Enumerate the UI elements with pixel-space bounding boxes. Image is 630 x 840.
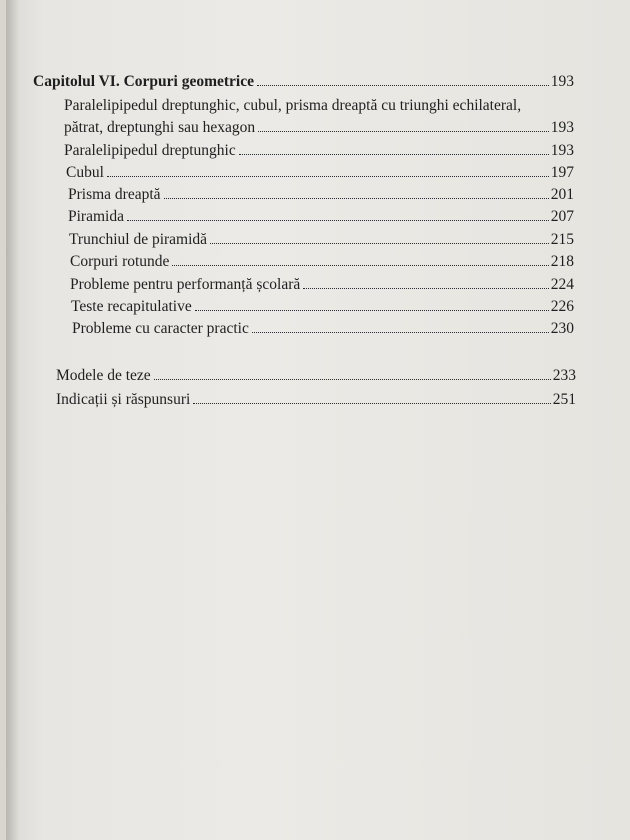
page-edge-shadow	[6, 0, 20, 840]
toc-wrapped-entry	[64, 118, 574, 138]
toc-wrapped-entry-line1: Paralelipipedul dreptunghic, cubul, prisma dreaptă cu triunghi echilateral,	[64, 97, 522, 114]
toc-section-entry: Trunchiul de piramidă 215	[69, 231, 574, 248]
book-page	[6, 0, 630, 840]
chapter-title: Capitolul VI. Corpuri geometrice	[33, 73, 254, 90]
toc-section-entry: Teste recapitulative 226	[71, 298, 574, 315]
toc-section-entry: Corpuri rotunde 218	[70, 253, 574, 270]
wrapped-entry-page-number: 193	[550, 119, 574, 136]
toc-section-entry: Piramida 207	[68, 208, 574, 225]
chapter-page-number: 193	[550, 73, 574, 90]
toc-back-matter-entry: Indicații și răspunsuri 251	[56, 391, 576, 408]
wrapped-entry-line2: pătrat, dreptunghi sau hexagon	[64, 119, 256, 136]
toc-section-entry: Cubul 197	[66, 164, 574, 181]
toc-section-entry: Prisma dreaptă 201	[68, 186, 574, 203]
toc-section-entry: Probleme pentru performanță școlară 224	[70, 276, 574, 293]
toc-section-entry: Probleme cu caracter practic 230	[72, 320, 574, 337]
toc-back-matter-entry: Modele de teze 233	[56, 367, 576, 384]
toc-chapter-entry	[33, 72, 574, 92]
leader-dots	[257, 84, 549, 86]
toc-section-entry: Paralelipipedul dreptunghic 193	[64, 142, 574, 159]
leader-dots	[258, 130, 549, 132]
